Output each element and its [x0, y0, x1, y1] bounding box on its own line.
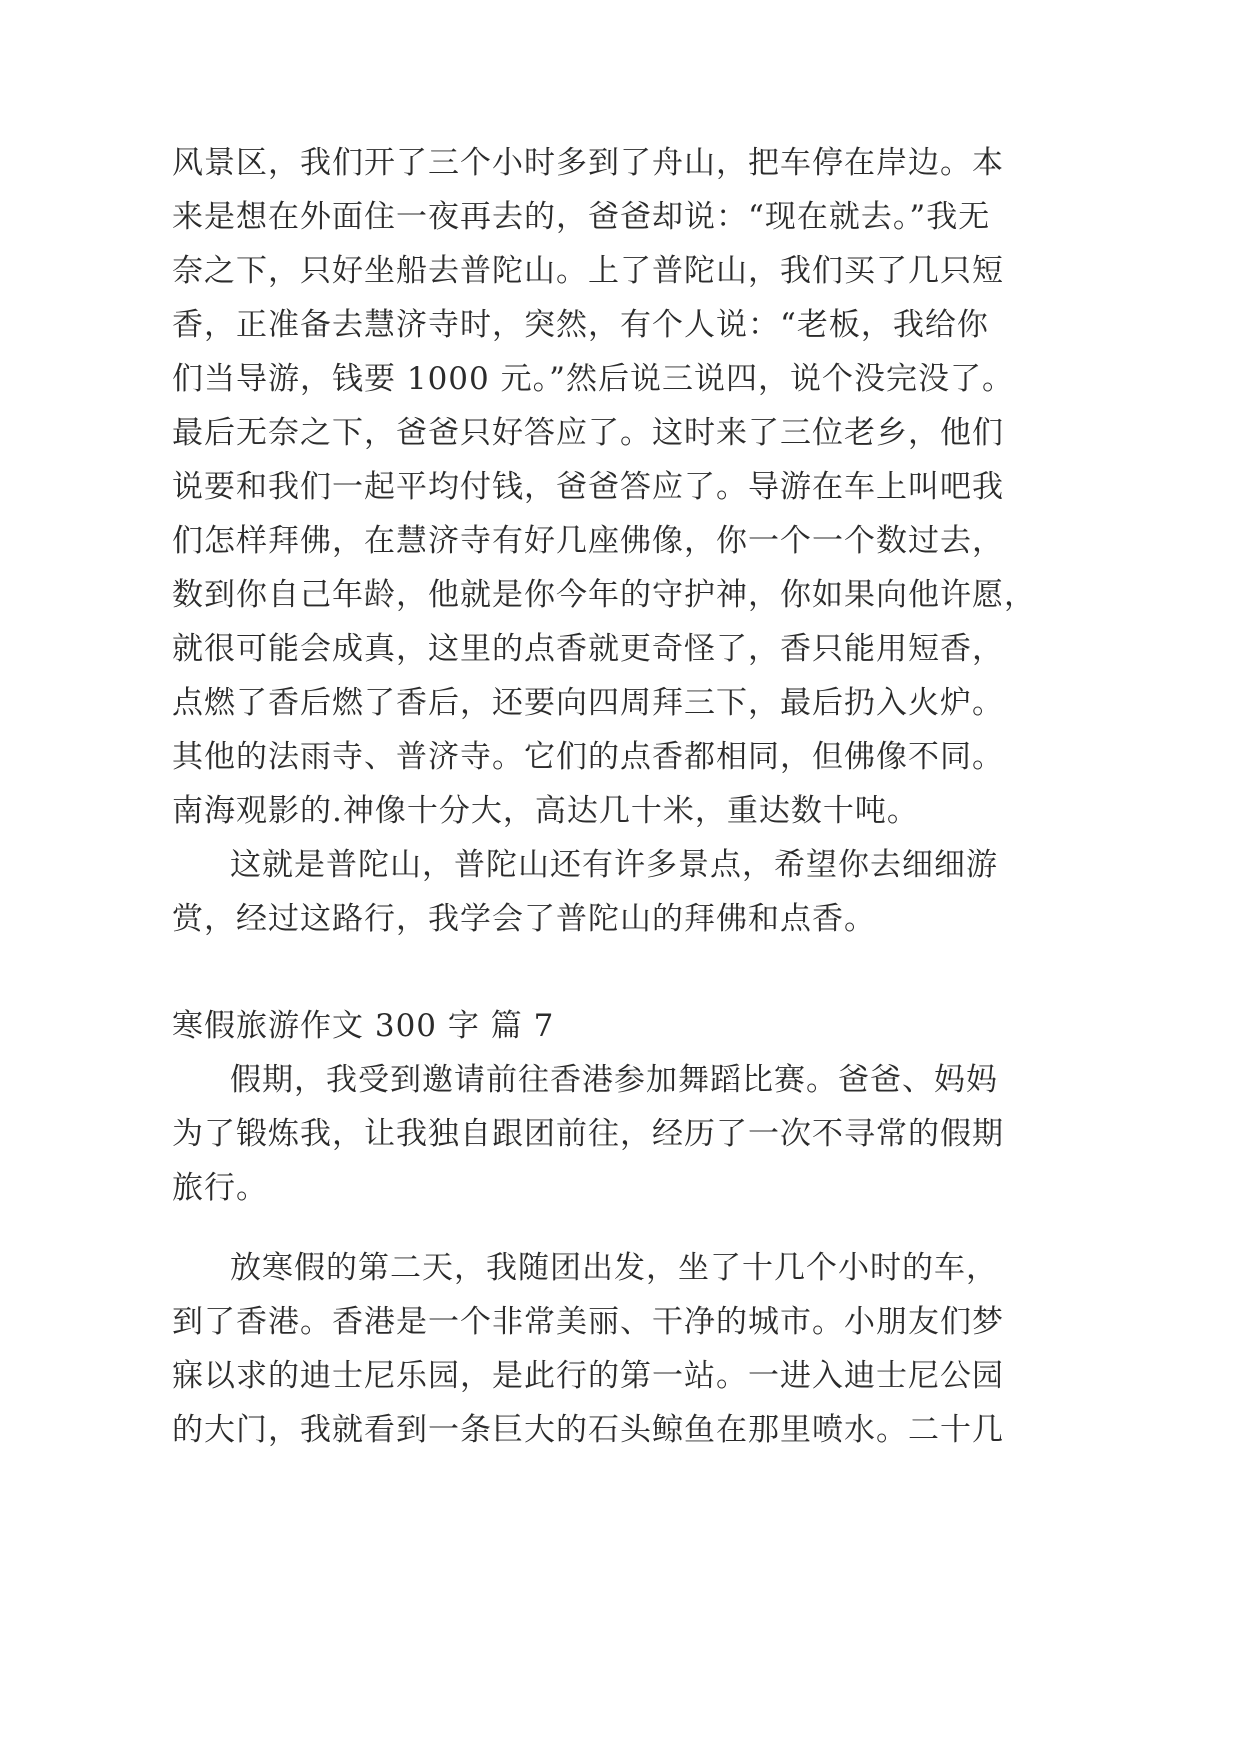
paragraph-line: 数到你自己年龄，他就是你今年的守护神，你如果向他许愿，: [172, 577, 1036, 613]
paragraph-line: 点燃了香后燃了香后，还要向四周拜三下，最后扔入火炉。: [172, 685, 1004, 721]
paragraph-line: 这就是普陀山，普陀山还有许多景点，希望你去细细游: [230, 847, 998, 883]
paragraph-line: 奈之下，只好坐船去普陀山。上了普陀山，我们买了几只短: [172, 253, 1004, 289]
paragraph-line: 旅行。: [172, 1170, 268, 1206]
paragraph-line: 赏，经过这路行，我学会了普陀山的拜佛和点香。: [172, 901, 876, 937]
paragraph-line: 风景区，我们开了三个小时多到了舟山，把车停在岸边。本: [172, 145, 1004, 181]
paragraph-line: 们当导游，钱要 1000 元。”然后说三说四，说个没完没了。: [172, 361, 1014, 397]
paragraph-line: 假期，我受到邀请前往香港参加舞蹈比赛。爸爸、妈妈: [230, 1062, 998, 1098]
paragraph-line: 放寒假的第二天，我随团出发，坐了十几个小时的车，: [230, 1250, 998, 1286]
paragraph-line: 到了香港。香港是一个非常美丽、干净的城市。小朋友们梦: [172, 1304, 1004, 1340]
paragraph-line: 最后无奈之下，爸爸只好答应了。这时来了三位老乡，他们: [172, 415, 1004, 451]
paragraph-line: 说要和我们一起平均付钱，爸爸答应了。导游在车上叫吧我: [172, 469, 1004, 505]
section-title: 寒假旅游作文 300 字 篇 7: [172, 1008, 555, 1044]
paragraph-line: 的大门，我就看到一条巨大的石头鲸鱼在那里喷水。二十几: [172, 1412, 1004, 1448]
paragraph-line: 南海观影的.神像十分大，高达几十米，重达数十吨。: [172, 793, 919, 829]
paragraph-line: 其他的法雨寺、普济寺。它们的点香都相同，但佛像不同。: [172, 739, 1004, 775]
paragraph-line: 香，正准备去慧济寺时，突然，有个人说：“老板，我给你: [172, 307, 989, 343]
paragraph-line: 就很可能会成真，这里的点香就更奇怪了，香只能用短香，: [172, 631, 1004, 667]
paragraph-line: 们怎样拜佛，在慧济寺有好几座佛像，你一个一个数过去，: [172, 523, 1004, 559]
paragraph-line: 为了锻炼我，让我独自跟团前往，经历了一次不寻常的假期: [172, 1116, 1004, 1152]
paragraph-line: 寐以求的迪士尼乐园，是此行的第一站。一进入迪士尼公园: [172, 1358, 1004, 1394]
paragraph-line: 来是想在外面住一夜再去的，爸爸却说：“现在就去。”我无: [172, 199, 991, 235]
